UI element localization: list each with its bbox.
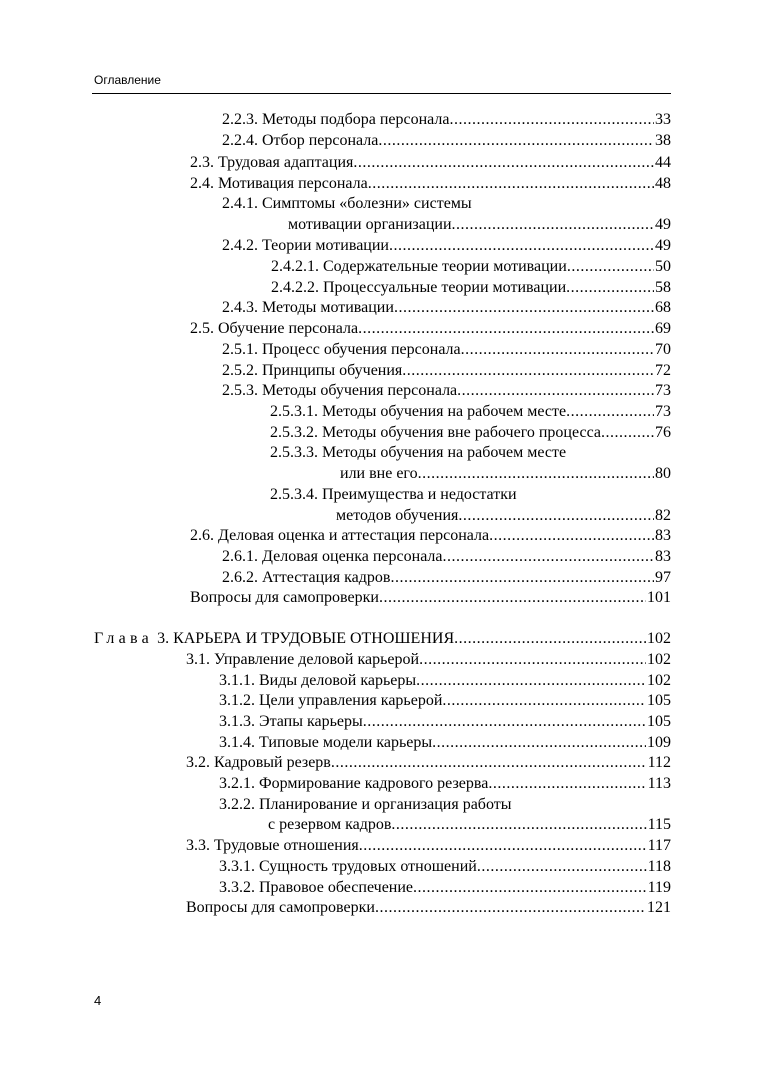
toc-entry-page: 49	[655, 237, 671, 254]
toc-entry-text: мотивации организации	[288, 216, 452, 233]
toc-entry-page: 119	[647, 879, 671, 896]
chapter-heading	[94, 628, 671, 649]
toc-entry	[190, 318, 671, 339]
toc-entry-text: с резервом кадров	[268, 816, 392, 833]
toc-entry-page: 33	[655, 111, 671, 128]
toc-entry-continuation	[340, 463, 671, 484]
toc-entry-text: 3.1.1. Виды деловой карьеры	[219, 672, 417, 689]
toc-entry-text: 2.5. Обучение персонала	[190, 320, 359, 337]
toc-entry-page: 68	[655, 299, 671, 316]
toc-entry	[219, 670, 671, 691]
dot-leader	[457, 380, 654, 401]
toc-entry-page: 82	[655, 507, 671, 524]
dot-leader	[368, 173, 654, 194]
toc-entry-text: 3.3. Трудовые отношения	[186, 837, 359, 854]
toc-entry	[186, 649, 671, 670]
toc-entry	[219, 711, 671, 732]
toc-entry-text	[94, 628, 454, 649]
toc-entry-text: Вопросы для самопроверки	[186, 899, 375, 916]
dot-leader	[442, 690, 646, 711]
toc-entry	[222, 130, 671, 151]
dot-leader	[461, 339, 654, 360]
toc-entry	[222, 360, 671, 381]
toc-entry-text: 2.6. Деловая оценка и аттестация персонала	[190, 527, 490, 544]
dot-leader	[359, 835, 647, 856]
toc-entry-page: 80	[655, 465, 671, 482]
dot-leader	[601, 422, 654, 443]
toc-entry-text: 3.3.1. Сущность трудовых отношений	[219, 858, 477, 875]
dot-leader	[353, 152, 654, 173]
toc-entry-page: 121	[647, 899, 671, 916]
toc-entry-page: 73	[655, 382, 671, 399]
toc-entry-page: 70	[655, 341, 671, 358]
page-number: 4	[94, 993, 102, 1008]
toc-entry	[219, 794, 671, 815]
dot-leader	[418, 463, 654, 484]
toc-entry-text: 2.5.3. Методы обучения персонала	[222, 382, 458, 399]
dot-leader	[331, 752, 647, 773]
toc-entry-text: 3.1.3. Этапы карьеры	[219, 713, 363, 730]
toc-entry-page: 105	[647, 692, 671, 709]
dot-leader	[566, 401, 654, 422]
toc-entry-page: 113	[647, 775, 671, 792]
toc-entry	[222, 380, 671, 401]
dot-leader	[449, 109, 654, 130]
chapter-title: 3. КАРЬЕРА И ТРУДОВЫЕ ОТНОШЕНИЯ	[153, 630, 455, 647]
toc-entry-continuation	[288, 214, 671, 235]
toc-entry-page: 38	[655, 132, 671, 149]
dot-leader	[389, 235, 654, 256]
dot-leader	[358, 318, 654, 339]
toc-entry-text: 2.4.3. Методы мотивации	[222, 299, 394, 316]
toc-entry-text: 2.5.2. Принципы обучения	[222, 362, 403, 379]
toc-entry-text: или вне его	[340, 465, 418, 482]
toc-entry	[186, 752, 671, 773]
toc-entry	[219, 877, 671, 898]
toc-entry	[222, 193, 671, 214]
toc-entry-page: 102	[647, 672, 671, 689]
toc-entry-page: 50	[655, 258, 671, 275]
toc-entry-page: 97	[655, 569, 671, 586]
dot-leader	[489, 525, 654, 546]
toc-entry-page: 102	[647, 651, 671, 668]
dot-leader	[394, 297, 654, 318]
toc-entry-page: 102	[647, 630, 671, 647]
toc-entry-text: 2.4.2.1. Содержательные теории мотивации	[271, 258, 567, 275]
toc-entry	[186, 897, 671, 918]
toc-entry-text: 2.5.1. Процесс обучения персонала	[222, 341, 461, 358]
toc-entry	[222, 339, 671, 360]
toc-entry-text: 2.5.3.4. Преимущества и недостатки	[270, 486, 517, 503]
toc-entry	[186, 835, 671, 856]
toc-entry	[222, 235, 671, 256]
toc-entry-text: 2.5.3.2. Методы обучения вне рабочего процесса	[270, 424, 601, 441]
toc-entry	[219, 732, 671, 753]
toc-entry-text: 2.5.3.3. Методы обучения на рабочем месте	[270, 444, 567, 461]
toc-entry	[219, 690, 671, 711]
toc-entry	[190, 173, 671, 194]
toc-entry-text: 3.2. Кадровый резерв	[186, 754, 331, 771]
toc-entry	[222, 546, 671, 567]
toc-entry-page: 101	[647, 589, 671, 606]
toc-entry	[190, 587, 671, 608]
header-divider	[92, 93, 671, 94]
toc-entry-text: 2.4.1. Симптомы «болезни» системы	[222, 195, 472, 212]
toc-entry-text: 2.4.2.2. Процессуальные теории мотивации	[271, 279, 567, 296]
toc-entry	[271, 256, 671, 277]
toc-entry-text: Вопросы для самопроверки	[190, 589, 379, 606]
toc-entry-text: 2.3. Трудовая адаптация	[190, 154, 354, 171]
toc-entry-page: 58	[655, 279, 671, 296]
toc-entry	[270, 401, 671, 422]
toc-entry-page: 48	[655, 175, 671, 192]
toc-entry-page: 112	[647, 754, 671, 771]
toc-entry	[222, 297, 671, 318]
dot-leader	[390, 567, 654, 588]
toc-entry-text: 2.2.4. Отбор персонала	[222, 132, 379, 149]
toc-entry-page: 49	[655, 216, 671, 233]
dot-leader	[443, 546, 654, 567]
toc-entry-page: 109	[647, 734, 671, 751]
toc-entry-text: 2.5.3.1. Методы обучения на рабочем месте	[270, 403, 567, 420]
toc-entry	[270, 442, 671, 463]
dot-leader	[488, 773, 646, 794]
toc-entry	[270, 484, 671, 505]
toc-entry	[222, 109, 671, 130]
toc-entry-text: 2.4.2. Теории мотивации	[222, 237, 389, 254]
toc-entry-page: 76	[655, 424, 671, 441]
toc-entry-text: 3.1.2. Цели управления карьерой	[219, 692, 443, 709]
toc-entry	[271, 277, 671, 298]
toc-entry-page: 83	[655, 527, 671, 544]
toc-entry-text: 3.3.2. Правовое обеспечение	[219, 879, 414, 896]
toc-entry	[190, 525, 671, 546]
dot-leader	[391, 814, 646, 835]
dot-leader	[458, 505, 654, 526]
dot-leader	[379, 587, 646, 608]
dot-leader	[452, 214, 655, 235]
toc-entry-page: 117	[647, 837, 671, 854]
dot-leader	[566, 277, 654, 298]
toc-entry-text: 2.4. Мотивация персонала	[190, 175, 368, 192]
dot-leader	[402, 360, 654, 381]
toc-entry	[222, 567, 671, 588]
dot-leader	[413, 877, 647, 898]
dot-leader	[363, 711, 646, 732]
toc-entry-text: 2.6.1. Деловая оценка персонала	[222, 548, 443, 565]
chapter-word: Глава	[94, 630, 154, 647]
toc-entry-page: 73	[655, 403, 671, 420]
dot-leader	[567, 256, 654, 277]
toc-entry-text: 2.2.3. Методы подбора персонала	[222, 111, 450, 128]
dot-leader	[378, 130, 654, 151]
toc-entry-text: 3.2.1. Формирование кадрового резерва	[219, 775, 489, 792]
toc-entry-page: 105	[647, 713, 671, 730]
toc-entry-text: 2.6.2. Аттестация кадров	[222, 569, 391, 586]
toc-entry-text: 3.1. Управление деловой карьерой	[186, 651, 420, 668]
toc-entry-page: 69	[655, 320, 671, 337]
toc-entry	[190, 152, 671, 173]
toc-entry	[219, 773, 671, 794]
dot-leader	[477, 856, 647, 877]
toc-entry-text: 3.1.4. Типовые модели карьеры	[219, 734, 433, 751]
toc-entry	[270, 422, 671, 443]
toc-entry-continuation	[336, 505, 671, 526]
dot-leader	[432, 732, 646, 753]
toc-entry-text: 3.2.2. Планирование и организация работы	[219, 796, 512, 813]
toc-entry-continuation	[268, 814, 671, 835]
toc-entry-page: 44	[655, 154, 671, 171]
dot-leader	[454, 628, 646, 649]
toc-entry	[219, 856, 671, 877]
toc-entry-page: 83	[655, 548, 671, 565]
toc-entry-page: 118	[647, 858, 671, 875]
toc-entry-page: 72	[655, 362, 671, 379]
toc-entry-text: методов обучения	[336, 507, 459, 524]
toc-entry-page: 115	[647, 816, 671, 833]
running-header-title: Оглавление	[94, 73, 161, 87]
dot-leader	[416, 670, 646, 691]
dot-leader	[419, 649, 646, 670]
dot-leader	[375, 897, 646, 918]
